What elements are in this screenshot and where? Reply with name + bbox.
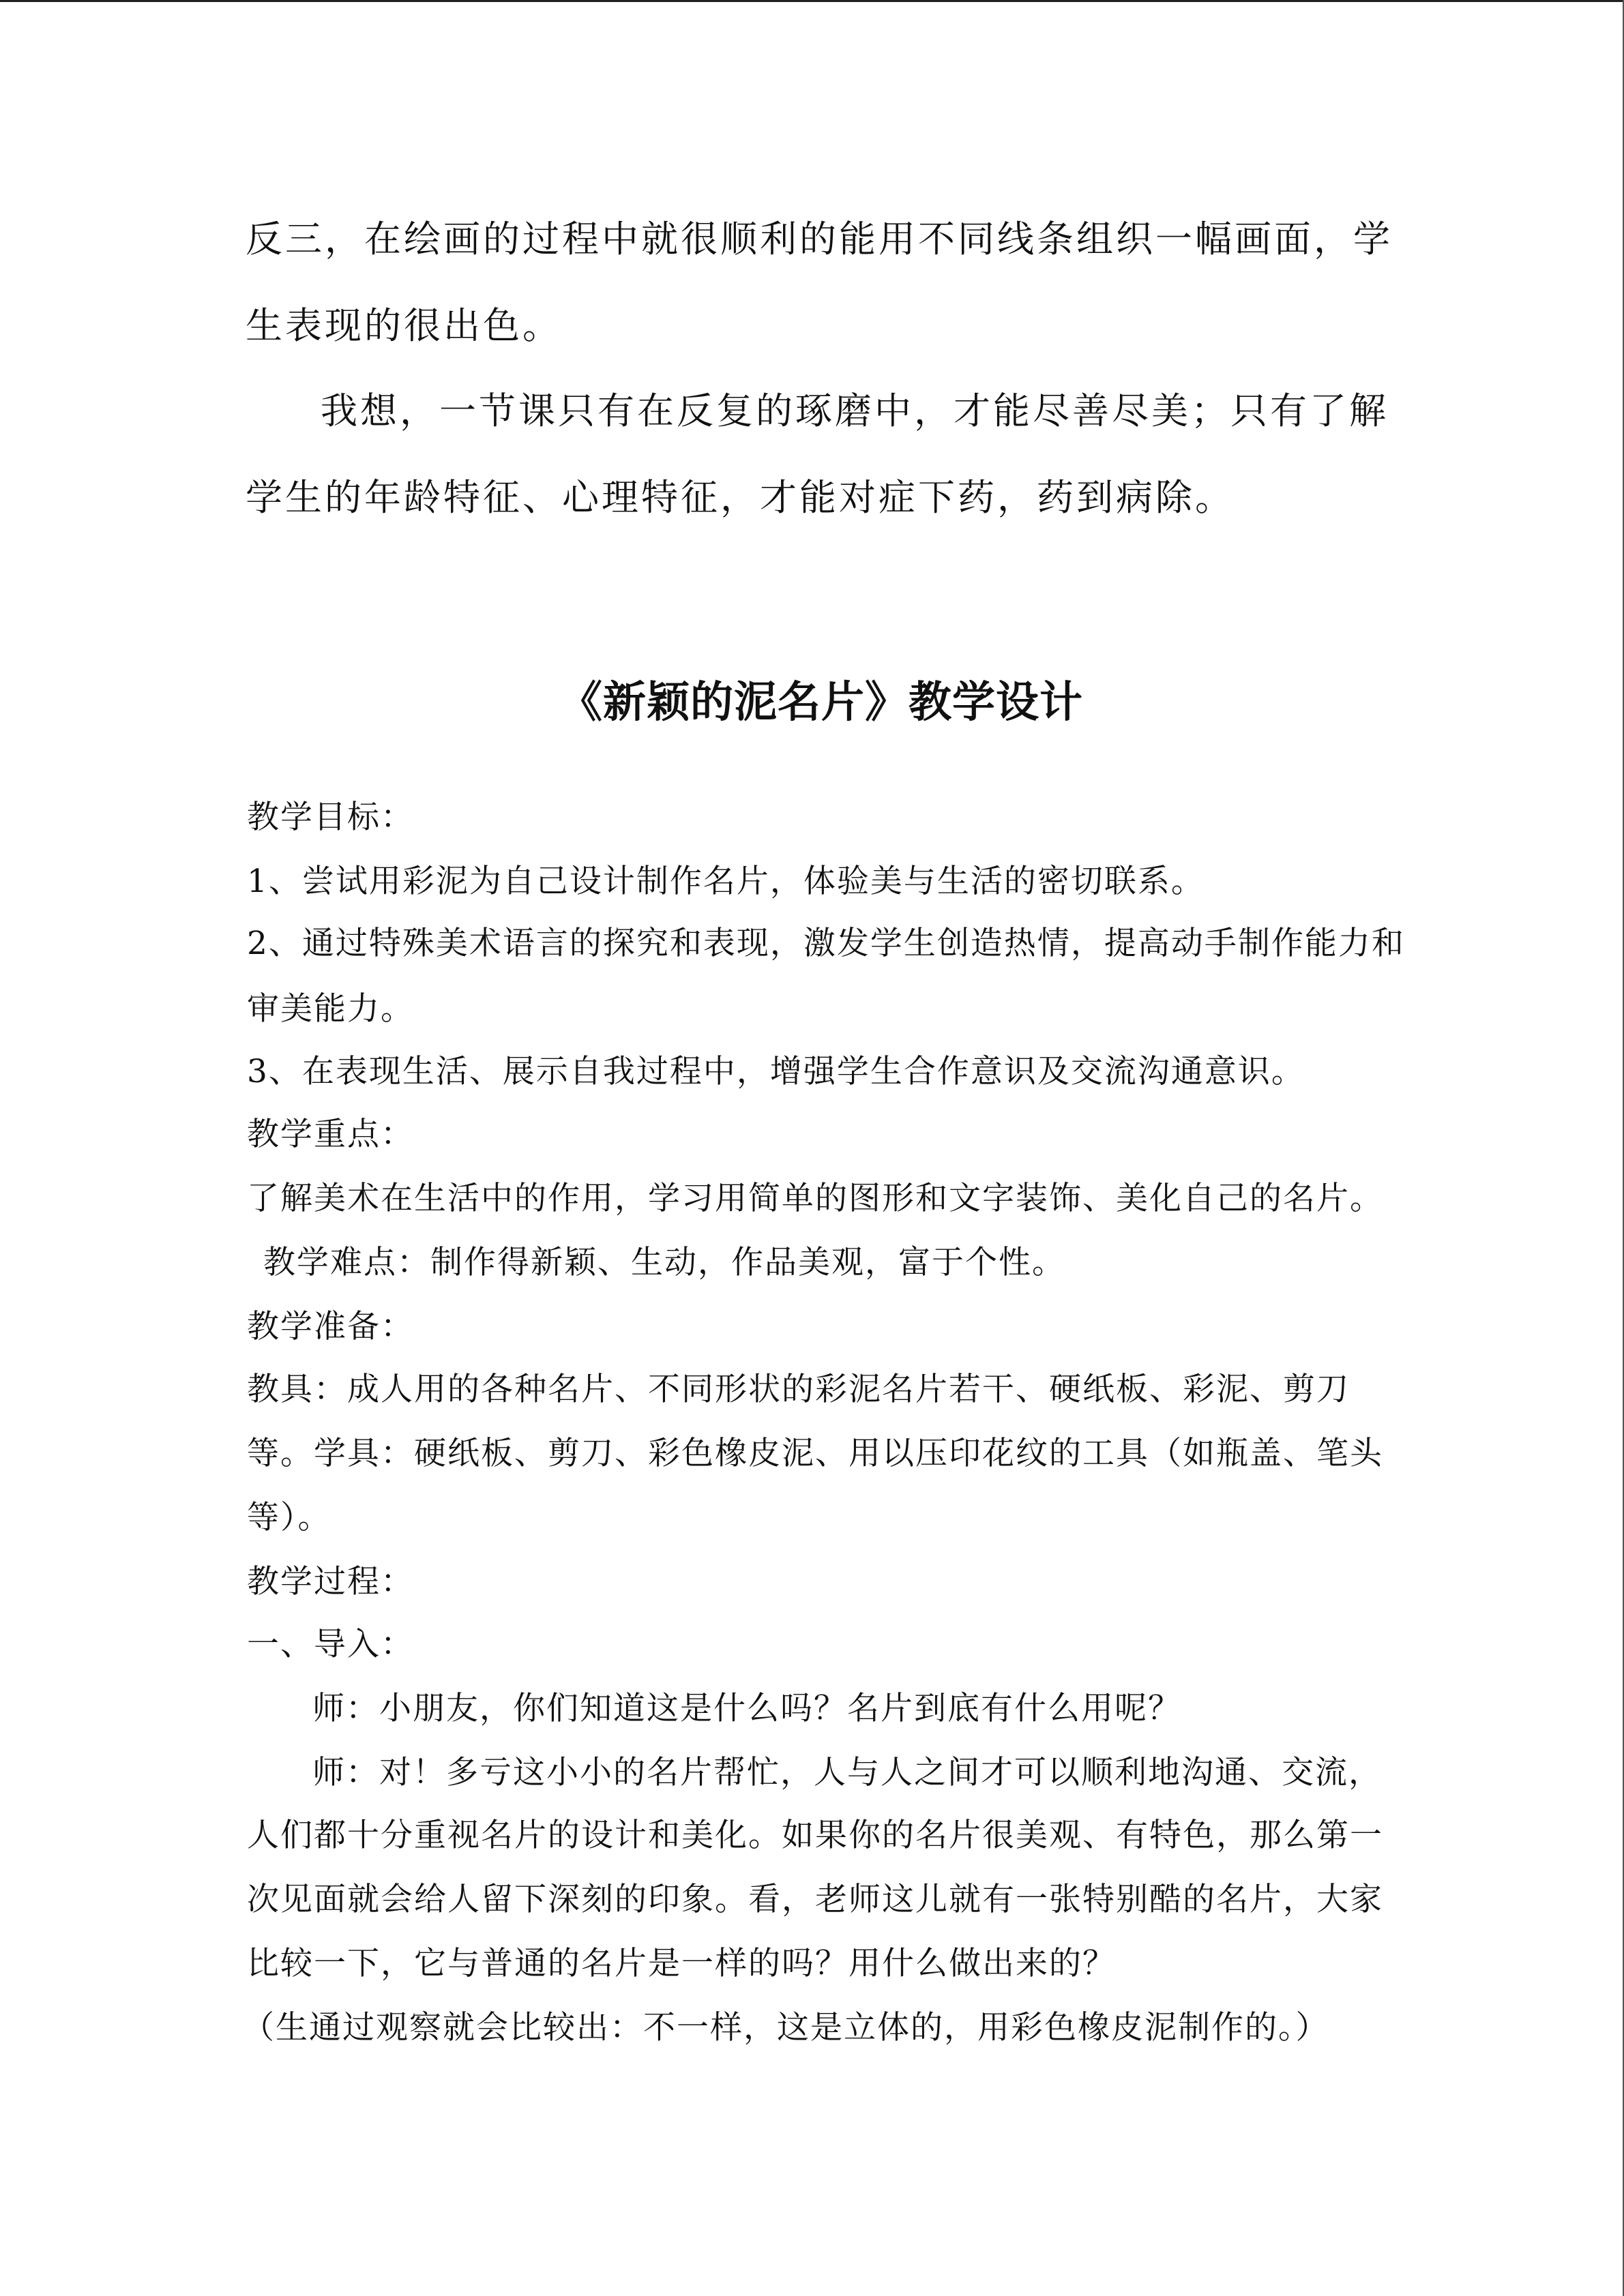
body-text-line: 等）。 xyxy=(247,1499,331,1536)
section-heading: 教学过程： xyxy=(247,1563,414,1600)
previous-text-line: 我想，一节课只有在反复的琢磨中，才能尽善尽美；只有了解 xyxy=(321,389,1389,432)
section-heading: 一、导入： xyxy=(247,1626,414,1663)
body-text-line: （生通过观察就会比较出：不一样，这是立体的，用彩色橡皮泥制作的。） xyxy=(242,2009,1329,2046)
body-text-line: 审美能力。 xyxy=(247,990,414,1028)
section-heading: 教学准备： xyxy=(247,1308,414,1345)
body-text-line: 2、通过特殊美术语言的探究和表现，激发学生创造热情，提高动手制作能力和 xyxy=(247,925,1405,962)
body-text-line: 师：小朋友，你们知道这是什么吗？名片到底有什么用呢？ xyxy=(312,1690,1181,1727)
document-title: 《新颖的泥名片》教学设计 xyxy=(559,677,1083,727)
body-text-line: 3、在表现生活、展示自我过程中，增强学生合作意识及交流沟通意识。 xyxy=(247,1053,1305,1090)
previous-text-line: 学生的年龄特征、心理特征，才能对症下药，药到病除。 xyxy=(246,476,1235,519)
previous-text-line: 生表现的很出色。 xyxy=(246,304,562,347)
body-text-line: 师：对！多亏这小小的名片帮忙，人与人之间才可以顺利地沟通、交流， xyxy=(312,1754,1382,1791)
body-text-line: 次见面就会给人留下深刻的印象。看，老师这儿就有一张特别酷的名片，大家 xyxy=(247,1881,1383,1918)
page-top-border xyxy=(0,0,1624,2)
body-text-line: 1、尝试用彩泥为自己设计制作名片，体验美与生活的密切联系。 xyxy=(247,863,1205,900)
body-text-line: 人们都十分重视名片的设计和美化。如果你的名片很美观、有特色，那么第一 xyxy=(247,1817,1383,1854)
section-heading: 教学难点：制作得新颖、生动，作品美观，富于个性。 xyxy=(263,1244,1065,1281)
body-text-line: 比较一下，它与普通的名片是一样的吗？用什么做出来的？ xyxy=(247,1945,1116,1982)
body-text-line: 教具：成人用的各种名片、不同形状的彩泥名片若干、硬纸板、彩泥、剪刀 xyxy=(247,1371,1350,1408)
previous-text-line: 反三，在绘画的过程中就很顺利的能用不同线条组织一幅画面，学 xyxy=(246,218,1393,260)
section-heading: 教学重点： xyxy=(247,1116,414,1153)
body-text-line: 等。学具：硬纸板、剪刀、彩色橡皮泥、用以压印花纹的工具（如瓶盖、笔头 xyxy=(247,1435,1383,1472)
body-text-line: 了解美术在生活中的作用，学习用简单的图形和文字装饰、美化自己的名片。 xyxy=(247,1180,1383,1217)
section-heading: 教学目标： xyxy=(247,799,414,836)
